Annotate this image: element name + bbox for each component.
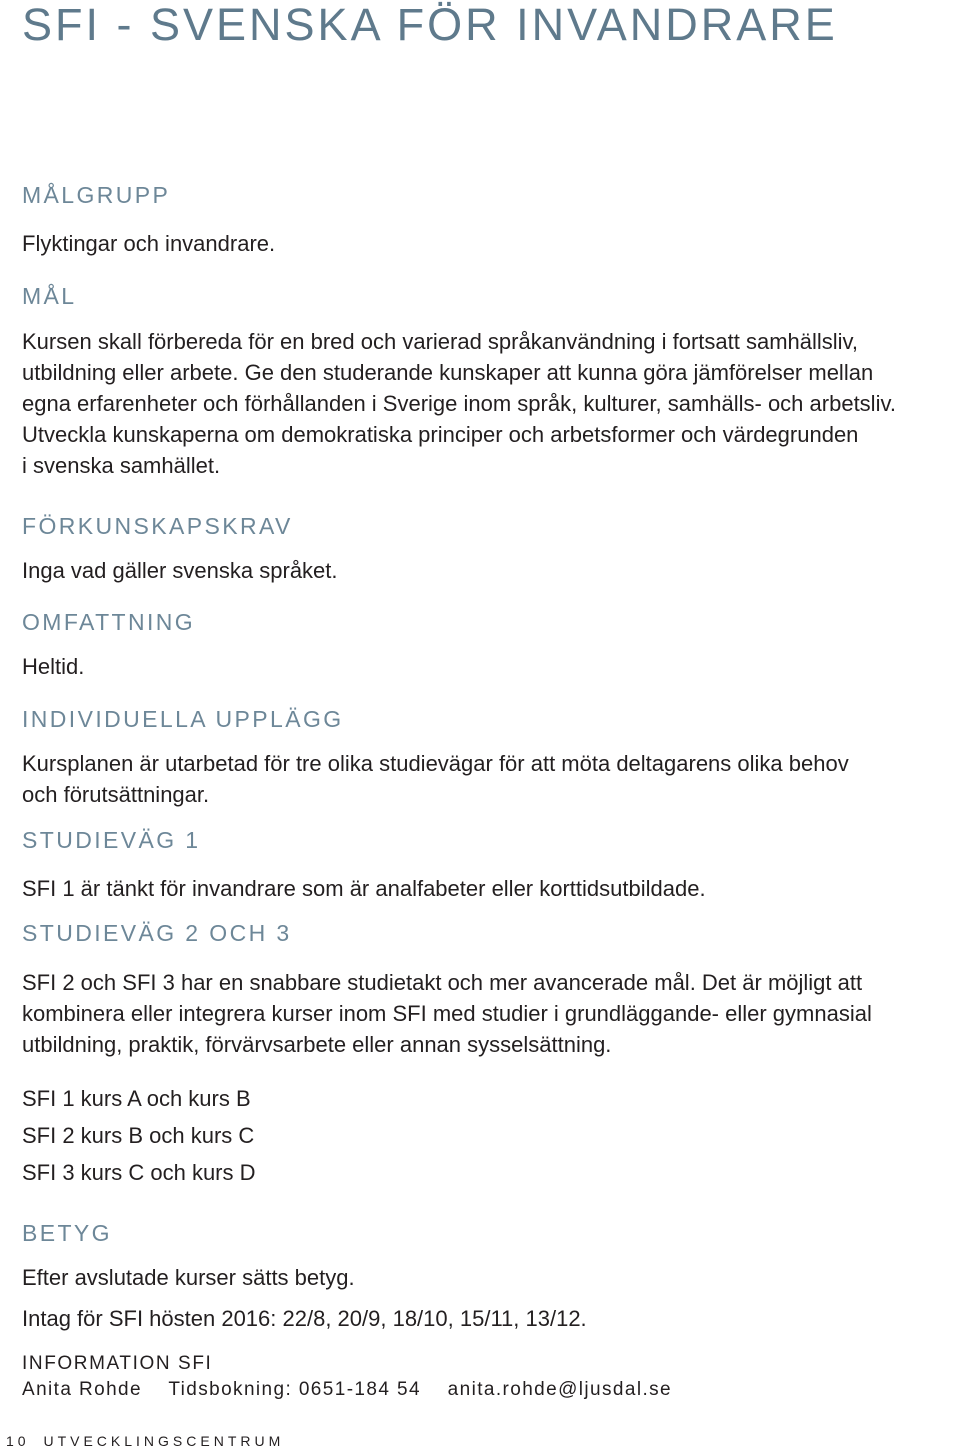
course-item: SFI 3 kurs C och kurs D: [22, 1160, 256, 1185]
course-item: SFI 1 kurs A och kurs B: [22, 1086, 251, 1111]
text-line: Kursplanen är utarbetad för tre olika studievägar för att möta deltagarens olika behov: [22, 751, 849, 776]
page-footer: [6, 1433, 284, 1449]
heading-individuella-upplagg: INDIVIDUELLA UPPLÄGG: [22, 706, 344, 732]
text-malgrupp: Flyktingar och invandrare.: [22, 231, 276, 256]
text-line: utbildning eller arbete. Ge den studerande kunskaper att kunna göra jämförelser mellan: [22, 360, 874, 385]
course-list: [22, 1080, 256, 1191]
text-line: Utveckla kunskaperna om demokratiska principer och arbetsformer och värdegrunden: [22, 422, 859, 447]
contact-email[interactable]: anita.rohde@ljusdal.se: [447, 1379, 673, 1400]
heading-malgrupp: MÅLGRUPP: [22, 182, 171, 208]
text-line: kombinera eller integrera kurser inom SFI med studier i grundläggande- eller gymnasial: [22, 1001, 872, 1026]
page-title: SFI - SVENSKA FÖR INVANDRARE: [22, 0, 838, 50]
heading-mal: MÅL: [22, 283, 77, 309]
contact-label: INFORMATION SFI: [22, 1353, 213, 1374]
text-line: och förutsättningar.: [22, 782, 210, 807]
contact-name: Anita Rohde: [22, 1379, 142, 1400]
contact-booking: Tidsbokning: 0651-184 54: [168, 1379, 421, 1400]
course-item: SFI 2 kurs B och kurs C: [22, 1123, 255, 1148]
heading-betyg: BETYG: [22, 1220, 112, 1246]
text-studievag-2-och-3: [22, 967, 957, 1060]
page-number: 10: [6, 1433, 30, 1449]
heading-omfattning: OMFATTNING: [22, 609, 196, 635]
text-studievag-1: SFI 1 är tänkt för invandrare som är analfabeter eller korttidsutbildade.: [22, 876, 706, 901]
text-line: SFI 2 och SFI 3 har en snabbare studietakt och mer avancerade mål. Det är möjligt att: [22, 970, 863, 995]
contact-row: [22, 1379, 692, 1401]
heading-forkunskapskrav: FÖRKUNSKAPSKRAV: [22, 513, 293, 539]
heading-studievag-1: STUDIEVÄG 1: [22, 827, 201, 853]
text-line: egna erfarenheter och förhållanden i Sverige inom språk, kulturer, samhälls- och arbetsliv.: [22, 391, 896, 416]
text-line: i svenska samhället.: [22, 453, 221, 478]
text-betyg: Efter avslutade kurser sätts betyg.: [22, 1265, 355, 1290]
footer-org: UTVECKLINGSCENTRUM: [43, 1433, 285, 1449]
heading-studievag-2-och-3: STUDIEVÄG 2 OCH 3: [22, 920, 292, 946]
text-forkunskapskrav: Inga vad gäller svenska språket.: [22, 558, 338, 583]
text-intag: Intag för SFI hösten 2016: 22/8, 20/9, 18/10, 15/11, 13/12.: [22, 1306, 587, 1331]
text-individuella-upplagg: [22, 748, 957, 810]
text-omfattning: Heltid.: [22, 654, 85, 679]
text-line: utbildning, praktik, förvärvsarbete eller annan sysselsättning.: [22, 1032, 612, 1057]
text-line: Kursen skall förbereda för en bred och varierad språkanvändning i fortsatt samhällsliv,: [22, 329, 859, 354]
text-mal: [22, 326, 957, 481]
